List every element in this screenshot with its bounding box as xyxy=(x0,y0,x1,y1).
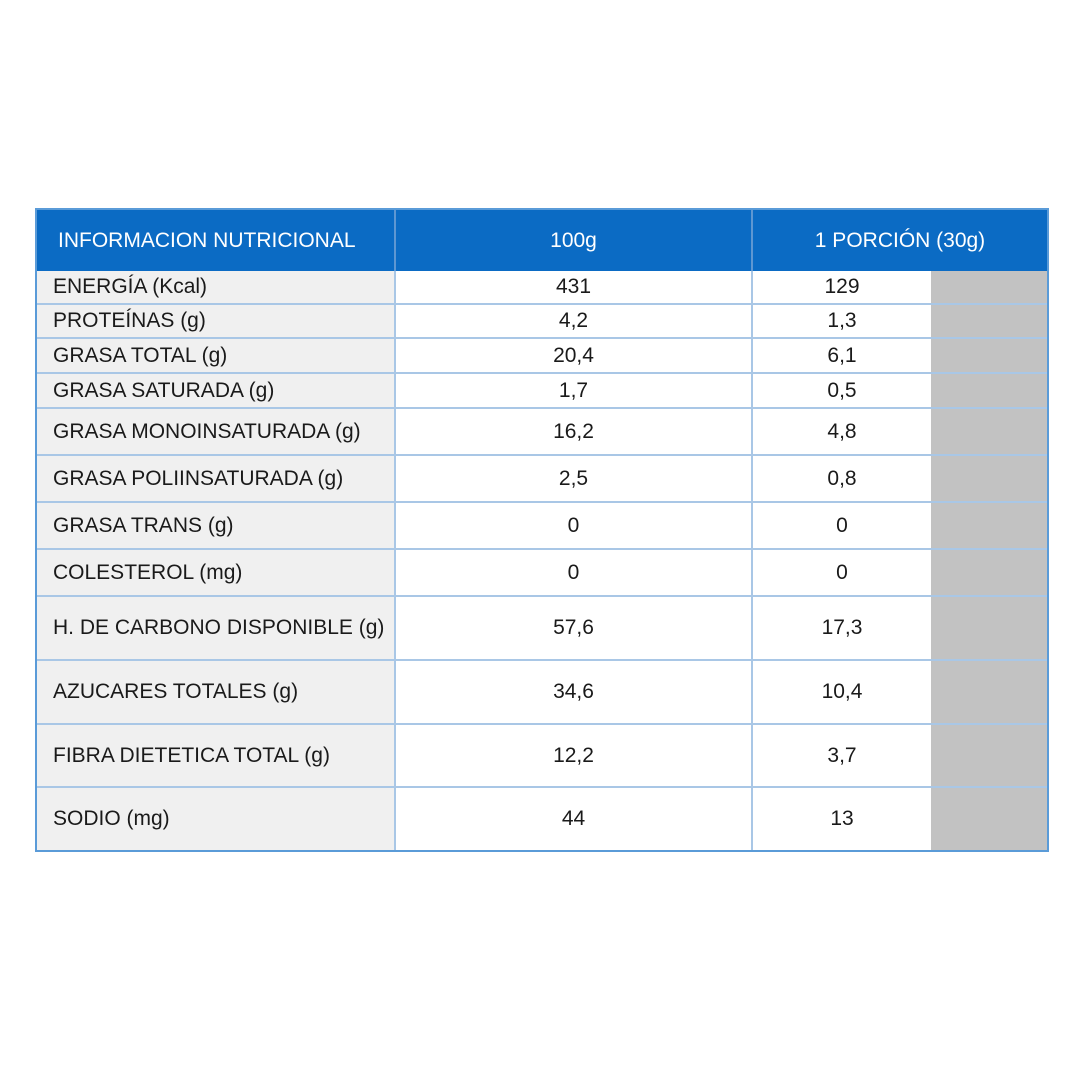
table-row xyxy=(37,550,1047,597)
nutrient-name: GRASA POLIINSATURADA (g) xyxy=(37,456,396,501)
shaded-cell xyxy=(931,339,1047,372)
value-per-100g: 4,2 xyxy=(396,305,753,337)
shaded-cell xyxy=(931,271,1047,303)
value-per-100g: 431 xyxy=(396,271,753,303)
nutrient-name: GRASA MONOINSATURADA (g) xyxy=(37,409,396,454)
value-per-portion: 0,8 xyxy=(753,456,931,501)
shaded-cell xyxy=(931,725,1047,786)
table-row xyxy=(37,271,1047,305)
nutrient-name: AZUCARES TOTALES (g) xyxy=(37,661,396,723)
value-per-portion: 0 xyxy=(753,503,931,548)
value-per-portion: 17,3 xyxy=(753,597,931,659)
table-row xyxy=(37,661,1047,725)
value-per-100g: 0 xyxy=(396,550,753,595)
header-nutrition-info: INFORMACION NUTRICIONAL xyxy=(37,210,396,271)
table-row xyxy=(37,597,1047,661)
nutrient-name: PROTEÍNAS (g) xyxy=(37,305,396,337)
shaded-cell xyxy=(931,661,1047,723)
table-row xyxy=(37,374,1047,409)
table-row xyxy=(37,339,1047,374)
value-per-100g: 44 xyxy=(396,788,753,850)
nutrient-name: GRASA SATURADA (g) xyxy=(37,374,396,407)
value-per-portion: 129 xyxy=(753,271,931,303)
value-per-100g: 34,6 xyxy=(396,661,753,723)
shaded-cell xyxy=(931,550,1047,595)
value-per-portion: 1,3 xyxy=(753,305,931,337)
nutrient-name: ENERGÍA (Kcal) xyxy=(37,271,396,303)
table-row xyxy=(37,456,1047,503)
shaded-cell xyxy=(931,597,1047,659)
header-per-100g: 100g xyxy=(396,210,753,271)
shaded-cell xyxy=(931,788,1047,850)
value-per-portion: 13 xyxy=(753,788,931,850)
value-per-100g: 57,6 xyxy=(396,597,753,659)
value-per-portion: 0 xyxy=(753,550,931,595)
table-row xyxy=(37,503,1047,550)
value-per-100g: 16,2 xyxy=(396,409,753,454)
nutrient-name: SODIO (mg) xyxy=(37,788,396,850)
shaded-cell xyxy=(931,456,1047,501)
nutrition-table xyxy=(35,208,1049,852)
shaded-cell xyxy=(931,374,1047,407)
table-header xyxy=(37,210,1047,271)
value-per-100g: 0 xyxy=(396,503,753,548)
table-row xyxy=(37,725,1047,788)
value-per-portion: 4,8 xyxy=(753,409,931,454)
value-per-100g: 20,4 xyxy=(396,339,753,372)
table-row xyxy=(37,788,1047,850)
nutrient-name: GRASA TOTAL (g) xyxy=(37,339,396,372)
value-per-portion: 0,5 xyxy=(753,374,931,407)
value-per-portion: 6,1 xyxy=(753,339,931,372)
table-row xyxy=(37,305,1047,339)
nutrient-name: COLESTEROL (mg) xyxy=(37,550,396,595)
shaded-cell xyxy=(931,409,1047,454)
shaded-cell xyxy=(931,305,1047,337)
value-per-100g: 2,5 xyxy=(396,456,753,501)
value-per-100g: 12,2 xyxy=(396,725,753,786)
table-row xyxy=(37,409,1047,456)
value-per-100g: 1,7 xyxy=(396,374,753,407)
value-per-portion: 10,4 xyxy=(753,661,931,723)
value-per-portion: 3,7 xyxy=(753,725,931,786)
shaded-cell xyxy=(931,503,1047,548)
nutrient-name: FIBRA DIETETICA TOTAL (g) xyxy=(37,725,396,786)
nutrient-name: GRASA TRANS (g) xyxy=(37,503,396,548)
nutrient-name: H. DE CARBONO DISPONIBLE (g) xyxy=(37,597,396,659)
header-per-portion: 1 PORCIÓN (30g) xyxy=(753,210,1047,271)
